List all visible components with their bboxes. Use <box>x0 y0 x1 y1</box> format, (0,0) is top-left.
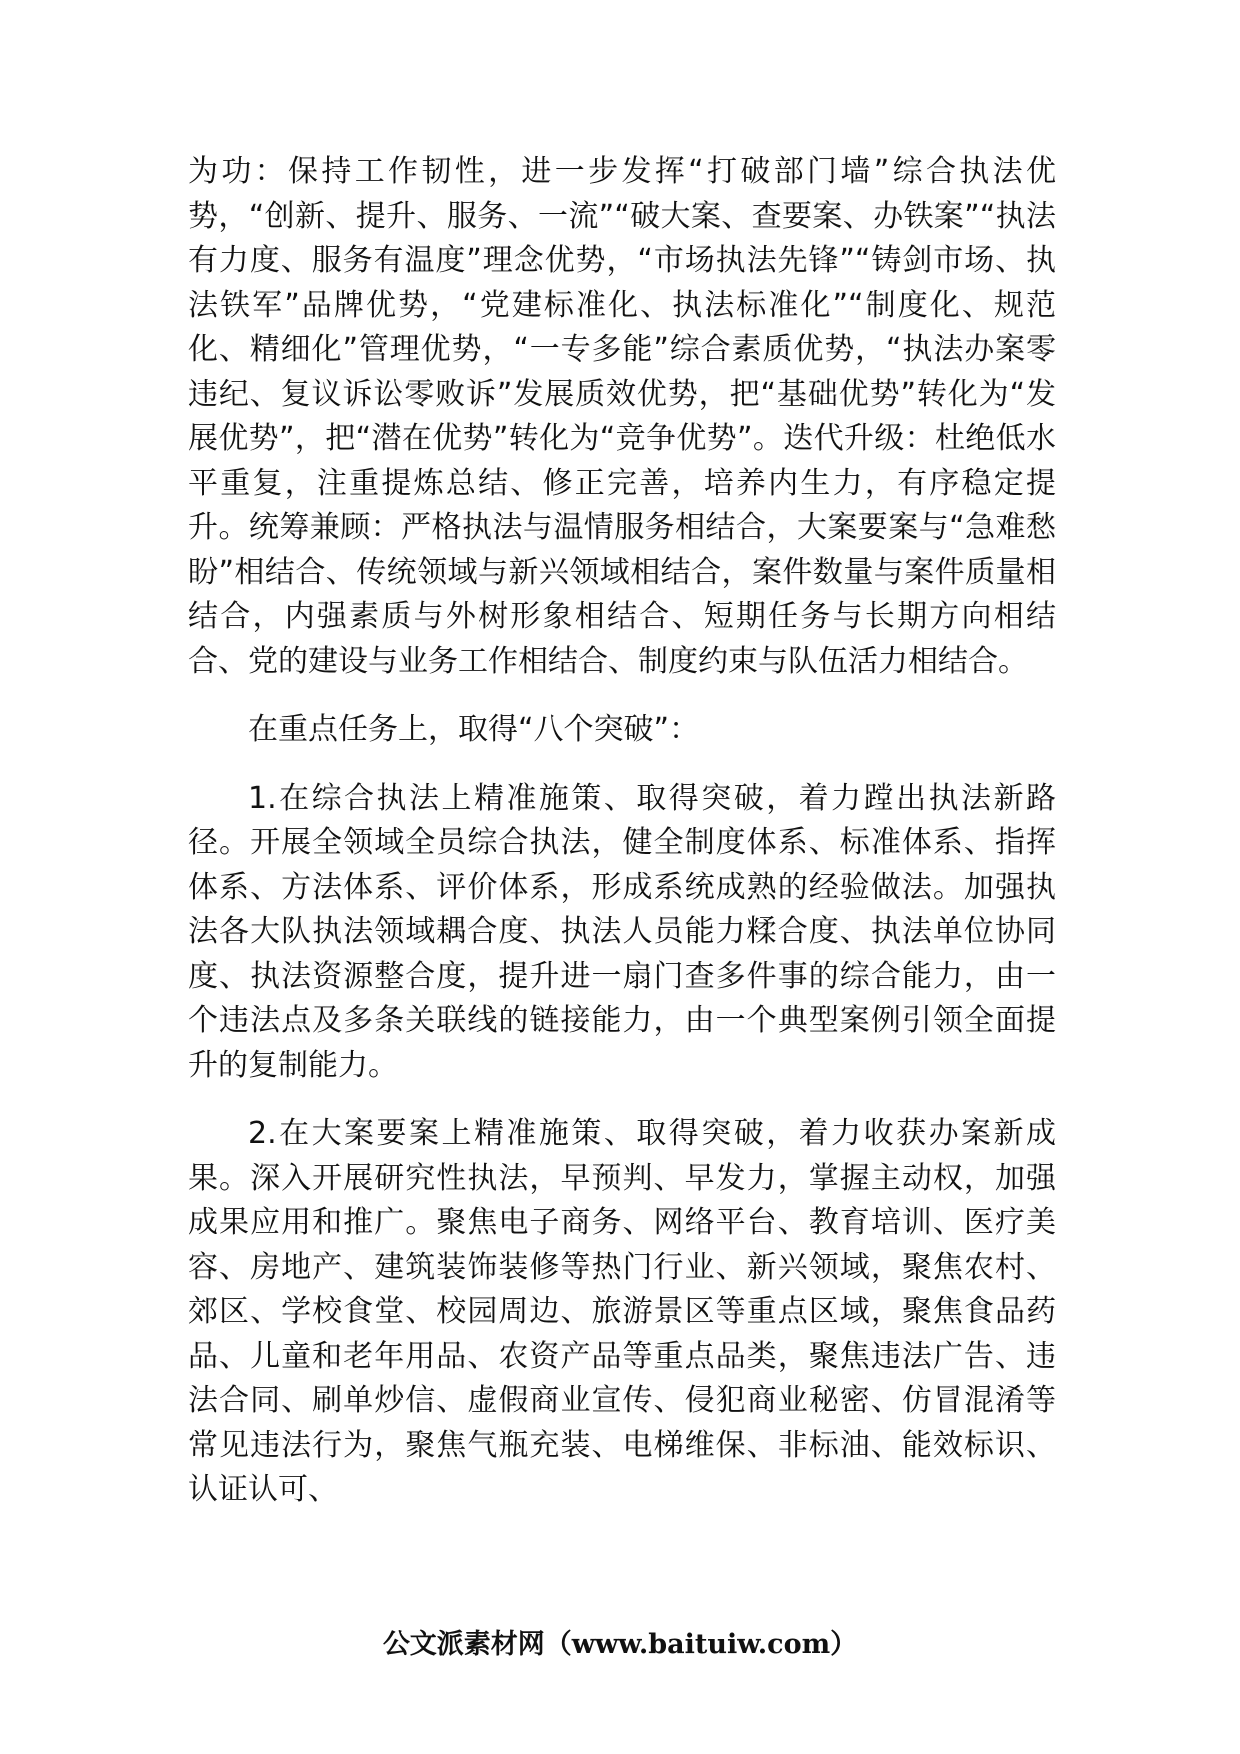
page-footer-watermark: 公文派素材网（www.baituiw.com） <box>382 1629 858 1660</box>
paragraph-key-tasks-intro: 在重点任务上，取得“八个突破”： <box>248 712 700 747</box>
document-body <box>188 150 1056 1513</box>
paragraph-gap <box>188 753 1056 777</box>
paragraph-task-2: 2.在大案要案上精准施策、取得突破，着力收获办案新成果。深入开展研究性执法，早预判、早发力，掌握主动权，加强成果应用和推广。聚焦电子商务、网络平台、教育培训、医疗美容、房地产、建筑装饰装修等热门行业、新兴领域，聚焦农村、郊区、学校食堂、校园周边、旅游景区等重点区域，聚焦食品药品、儿童和老年用品、农资产品等重点品类，聚焦违法广告、违法合同、刷单炒信、虚假商业宣传、侵犯商业秘密、仿冒混淆等常见违法行为，聚焦气瓶充装、电梯维保、非标油、能效标识、认证认可、 <box>188 1116 1056 1507</box>
paragraph-gap <box>188 684 1056 708</box>
paragraph-continuation: 为功：保持工作韧性，进一步发挥“打破部门墙”综合执法优势，“创新、提升、服务、一流”“破大案、查要案、办铁案”“执法有力度、服务有温度”理念优势，“市场执法先锋”“铸剑市场、执法铁军”品牌优势，“党建标准化、执法标准化”“制度化、规范化、精细化”管理优势，“一专多能”综合素质优势，“执法办案零违纪、复议诉讼零败诉”发展质效优势，把“基础优势”转化为“发展优势”，把“潜在优势”转化为“竞争优势”。迭代升级：杜绝低水平重复，注重提炼总结、修正完善，培养内生力，有序稳定提升。统筹兼顾：严格执法与温情服务相结合，大案要案与“急难愁盼”相结合、传统领域与新兴领域相结合，案件数量与案件质量相结合，内强素质与外树形象相结合、短期任务与长期方向相结合、党的建设与业务工作相结合、制度约束与队伍活力相结合。 <box>188 154 1056 679</box>
paragraph-gap <box>188 1088 1056 1112</box>
paragraph-task-1: 1.在综合执法上精准施策、取得突破，着力蹚出执法新路径。开展全领域全员综合执法，健全制度体系、标准体系、指挥体系、方法体系、评价体系，形成系统成熟的经验做法。加强执法各大队执法领域耦合度、执法人员能力糅合度、执法单位协同度、执法资源整合度，提升进一扇门查多件事的综合能力，由一个违法点及多条关联线的链接能力，由一个典型案例引领全面提升的复制能力。 <box>188 780 1056 1083</box>
